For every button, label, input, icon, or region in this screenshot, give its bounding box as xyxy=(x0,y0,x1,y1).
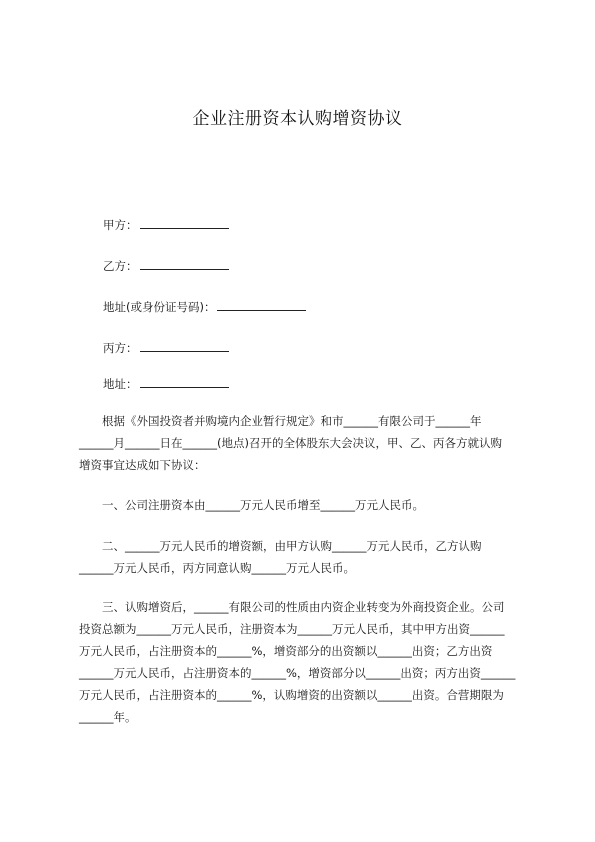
clause-3 xyxy=(79,596,525,728)
clause-1 xyxy=(79,494,525,516)
address-id-field xyxy=(103,299,306,315)
party-a-field xyxy=(103,217,229,233)
party-b-blank[interactable] xyxy=(140,258,229,270)
address-label: 地址： xyxy=(103,377,138,391)
clause-3-line: 三、认购增资后，______有限公司的性质由内资企业转变为外商投资企业。公司 xyxy=(102,600,505,614)
intro-paragraph xyxy=(79,410,525,476)
party-c-blank[interactable] xyxy=(140,340,229,352)
party-a-label: 甲方： xyxy=(103,218,138,232)
address-id-blank[interactable] xyxy=(217,299,306,311)
clause-3-line: 万元人民币，占注册资本的______%，认购增资的出资额以______出资。合营期限为 xyxy=(79,688,504,702)
address-id-label: 地址(或身份证号码)： xyxy=(103,300,216,314)
address-field xyxy=(103,376,229,392)
address-blank[interactable] xyxy=(140,376,229,388)
intro-line: ______月______日在______(地点)召开的全体股东大会决议，甲、乙、丙各方就认购 xyxy=(79,436,502,450)
party-b-label: 乙方： xyxy=(103,259,138,273)
party-b-field xyxy=(103,258,229,274)
clause-1-line: 一、公司注册资本由______万元人民币增至______万元人民币。 xyxy=(102,498,424,512)
clause-2-line: 二、______万元人民币的增资额，由甲方认购______万元人民币，乙方认购 xyxy=(102,539,482,553)
clause-3-line: ______年。 xyxy=(79,710,137,724)
clause-3-line: 投资总额为______万元人民币，注册资本为______万元人民币，其中甲方出资______ xyxy=(79,622,505,636)
document-title: 企业注册资本认购增资协议 xyxy=(192,109,403,129)
party-a-blank[interactable] xyxy=(140,217,229,229)
clause-3-line: ______万元人民币，占注册资本的______%，增资部分以______出资；丙方出资______ xyxy=(79,666,516,680)
intro-line: 根据《外国投资者并购境内企业暂行规定》和市______有限公司于______年 xyxy=(102,414,482,428)
clause-2 xyxy=(79,535,525,579)
clause-2-line: ______万元人民币，丙方同意认购______万元人民币。 xyxy=(79,561,355,575)
clause-3-line: 万元人民币，占注册资本的______%，增资部分的出资额以______出资；乙方出资 xyxy=(79,644,493,658)
party-c-field xyxy=(103,340,229,356)
party-c-label: 丙方： xyxy=(103,341,138,355)
intro-line: 增资事宜达成如下协议： xyxy=(79,458,206,472)
